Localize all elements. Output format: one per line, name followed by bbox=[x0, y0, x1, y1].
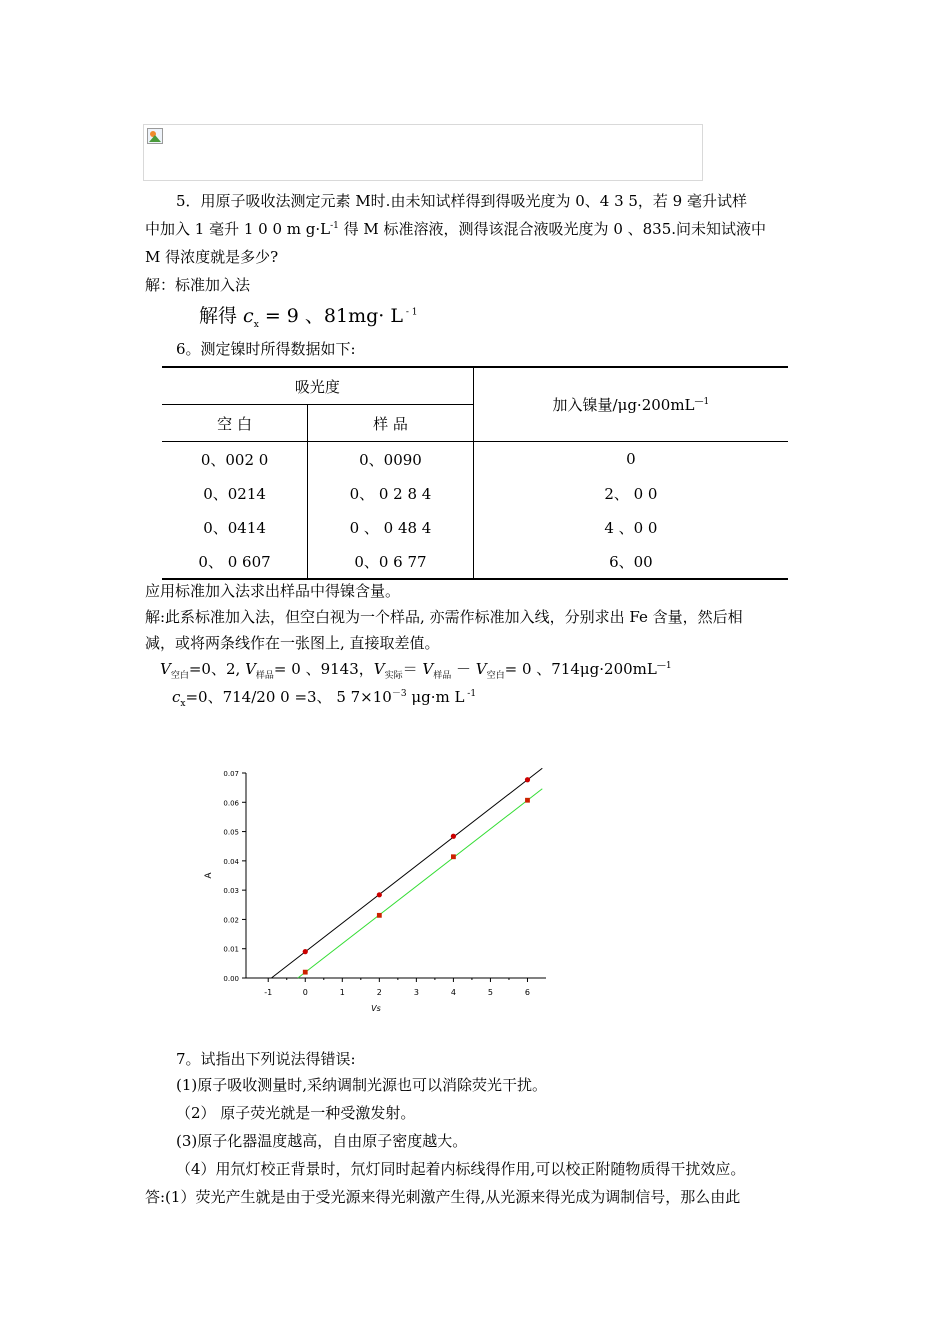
data-point bbox=[451, 834, 456, 839]
x-tick-label: 4 bbox=[450, 988, 456, 997]
data-point bbox=[303, 970, 308, 975]
header-blank: 空 白 bbox=[162, 405, 308, 442]
table-row bbox=[162, 476, 788, 510]
y-tick-label: 0.05 bbox=[223, 828, 239, 837]
cell-blank: 0、 0 607 bbox=[162, 544, 308, 579]
header-added: 加入镍量$/\mu g\cdot 200mL^{—1}$ bbox=[473, 367, 788, 442]
cell-sample: 0、0090 bbox=[308, 442, 474, 477]
q5-line2: 中加入 1 毫升 1 0 0 m $g\cdot L^{-1}$ 得 M 标准溶液，测得该混合液吸光度为 0 、835.问未知试液中 bbox=[145, 220, 767, 238]
x-tick-label: 6 bbox=[524, 988, 531, 997]
q5-line3: M 得浓度就是多少? bbox=[145, 248, 279, 266]
q7-item1: (1)原子吸收测量时,采纳调制光源也可以消除荧光干扰。 bbox=[176, 1076, 548, 1094]
y-tick-label: 0.01 bbox=[223, 945, 239, 954]
q5-line1: 5．用原子吸收法测定元素 M时.由未知试样得到得吸光度为 0、4 3 5，若 9 毫升试样 bbox=[176, 192, 747, 210]
q5-result: 解得 $c_x = 9$ 、81mg· L $^{- 1}$ bbox=[199, 305, 418, 330]
data-point bbox=[377, 913, 382, 918]
fit-line-sample bbox=[271, 768, 542, 978]
x-tick-label: -1 bbox=[264, 988, 273, 997]
y-tick-label: 0.03 bbox=[223, 887, 239, 896]
fit-line-blank bbox=[298, 789, 542, 978]
cell-blank: 0、0414 bbox=[162, 510, 308, 544]
header-absorbance: 吸光度 bbox=[162, 367, 473, 405]
x-tick-label: 3 bbox=[413, 988, 419, 997]
y-tick-label: 0.04 bbox=[223, 857, 239, 866]
cell-sample: 0、 0 2 8 4 bbox=[308, 476, 474, 510]
q7-item3: (3)原子化器温度越高，自由原子密度越大。 bbox=[176, 1132, 468, 1150]
x-tick-label: 2 bbox=[376, 988, 382, 997]
y-tick-label: 0.07 bbox=[223, 770, 239, 778]
table-row bbox=[162, 442, 788, 477]
q5-answer-label: 解：标准加入法 bbox=[145, 276, 251, 294]
y-tick-label: 0.00 bbox=[223, 975, 239, 983]
q7-item4: （4）用氘灯校正背景时，氘灯同时起着内标线得作用,可以校正附随物质得干扰效应。 bbox=[176, 1160, 746, 1178]
q7-intro: 7。试指出下列说法得错误: bbox=[176, 1050, 356, 1068]
y-axis-label: A bbox=[204, 872, 214, 879]
standard-addition-chart bbox=[196, 753, 556, 1018]
broken-image bbox=[143, 124, 703, 181]
cell-sample: 0、0 6 77 bbox=[308, 544, 474, 579]
y-tick-label: 0.06 bbox=[223, 799, 239, 808]
q6-equation-1: $V_{空白}=0$、2, $V_{样品}= 0$ 、9143，$V_{实际}= V_{样品} - V_{空白}= 0$ 、$714\mu g\cdot 200mL^{—1}$ bbox=[160, 660, 672, 681]
q6-solution-line2: 减，或将两条线作在一张图上, 直接取差值。 bbox=[145, 634, 440, 652]
data-point bbox=[525, 798, 530, 803]
cell-blank: 0、0214 bbox=[162, 476, 308, 510]
cell-added: 0 bbox=[473, 442, 788, 477]
table-row bbox=[162, 544, 788, 579]
q6-intro: 6。测定镍时所得数据如下: bbox=[176, 340, 356, 358]
q7-answer1: 答:(1）荧光产生就是由于受光源来得光刺激产生得,从光源来得光成为调制信号，那么由此 bbox=[145, 1188, 741, 1206]
table-row bbox=[162, 510, 788, 544]
q6-after-table: 应用标准加入法求出样品中得镍含量。 bbox=[145, 582, 401, 600]
q6-equation-2: $c_x=0$、714/20 0 =3、 5 $7\times 10^{-3}$ μg·m L $^{-1}$ bbox=[172, 688, 477, 709]
q7-item2: （2） 原子荧光就是一种受激发射。 bbox=[176, 1104, 416, 1122]
cell-added: 2、 0 0 bbox=[604, 484, 658, 503]
data-point bbox=[377, 892, 382, 897]
q6-solution-line1: 解:此系标准加入法，但空白视为一个样品, 亦需作标准加入线，分别求出 Fe 含量，然后相 bbox=[145, 608, 743, 626]
cell-added: 4 、0 0 bbox=[604, 518, 658, 537]
y-tick-label: 0.02 bbox=[223, 916, 239, 925]
nickel-data-table bbox=[162, 366, 788, 580]
header-sample: 样 品 bbox=[308, 405, 474, 442]
x-axis-label: Vs bbox=[371, 1004, 381, 1013]
cell-blank: 0、002 0 bbox=[162, 442, 308, 477]
cell-sample: 0 、 0 48 4 bbox=[308, 510, 474, 544]
image-placeholder-icon bbox=[147, 128, 163, 144]
x-tick-label: 0 bbox=[302, 988, 308, 997]
x-tick-label: 5 bbox=[487, 988, 493, 997]
data-point bbox=[525, 777, 530, 782]
cell-added: 6、00 bbox=[609, 552, 653, 571]
x-tick-label: 1 bbox=[339, 988, 345, 997]
data-point bbox=[303, 949, 308, 954]
data-point bbox=[451, 854, 456, 859]
